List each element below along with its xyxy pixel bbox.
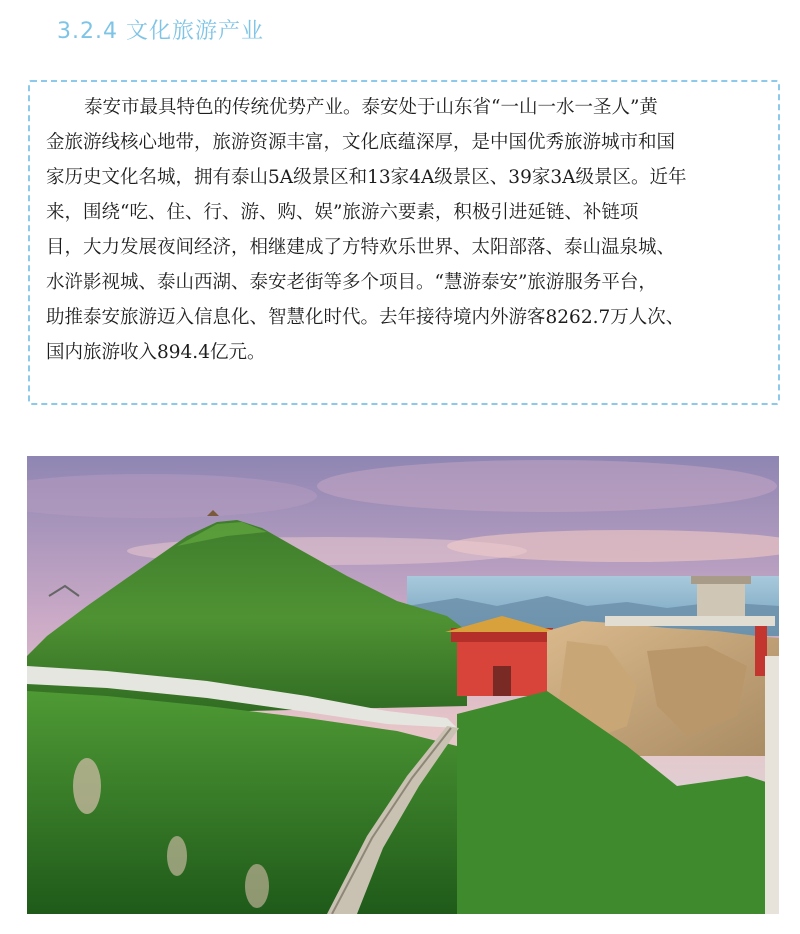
- paragraph-line: 金旅游线核心地带，旅游资源丰富，文化底蕴深厚，是中国优秀旅游城市和国: [46, 132, 676, 153]
- paragraph-line: 家历史文化名城，拥有泰山5A级景区和13家4A级景区、39家3A级景区。近年: [46, 167, 687, 188]
- section-heading: 3.2.4 文化旅游产业: [57, 19, 264, 44]
- paragraph-line: 助推泰安旅游迈入信息化、智慧化时代。去年接待境内外游客8262.7万人次、: [46, 307, 685, 328]
- paragraph-line: 泰安市最具特色的传统优势产业。泰安处于山东省“一山一水一圣人”黄: [84, 97, 658, 118]
- mount-tai-photo: [27, 456, 779, 914]
- paragraph-line: 目，大力发展夜间经济，相继建成了方特欢乐世界、太阳部落、泰山温泉城、: [46, 237, 676, 258]
- paragraph-line: 来，围绕“吃、住、行、游、购、娱”旅游六要素，积极引进延链、补链项: [46, 202, 639, 223]
- text-box: [28, 80, 780, 405]
- paragraph-line: 水浒影视城、泰山西湖、泰安老街等多个项目。“慧游泰安”旅游服务平台，: [46, 272, 657, 293]
- paragraph-line: 国内旅游收入894.4亿元。: [46, 342, 266, 363]
